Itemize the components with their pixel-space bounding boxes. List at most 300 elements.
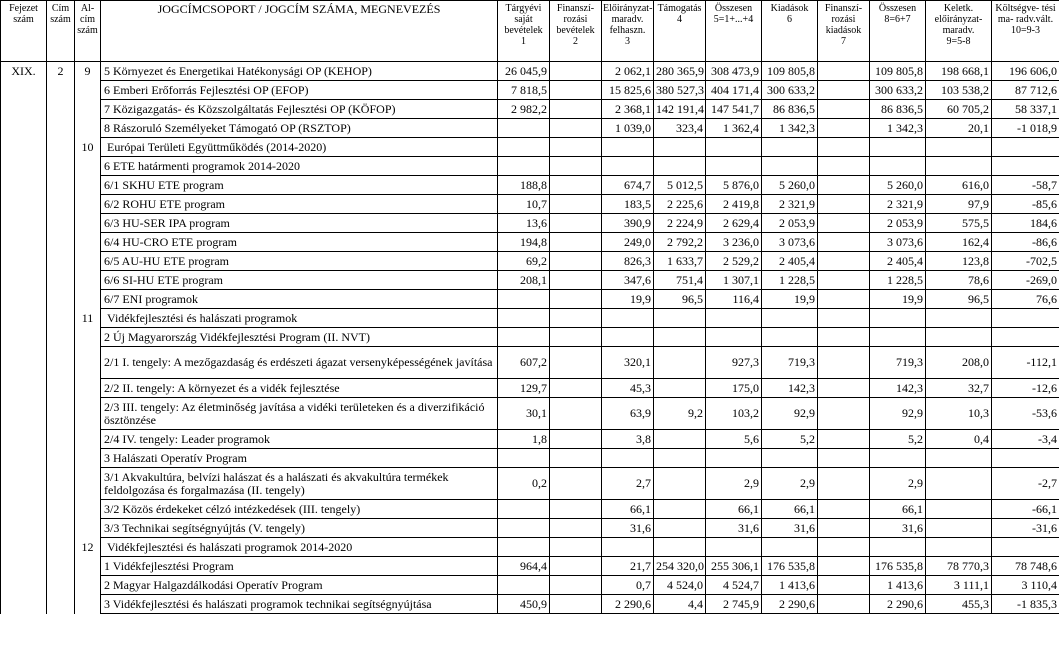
cell-value-8: 3 073,6 — [870, 233, 926, 252]
cell-value-7 — [818, 100, 870, 119]
cell-fejezet — [1, 119, 47, 138]
cell-value-8: 1 413,6 — [870, 576, 926, 595]
cell-value-2 — [550, 233, 602, 252]
table-body — [1, 62, 1059, 614]
table-row — [1, 595, 1059, 614]
cell-value-6 — [762, 157, 818, 176]
table-row — [1, 500, 1059, 519]
header-col-6 — [762, 1, 818, 62]
cell-value-3: 249,0 — [602, 233, 654, 252]
cell-value-7 — [818, 81, 870, 100]
cell-value-8 — [870, 309, 926, 328]
cell-value-5: 2 745,9 — [706, 595, 762, 614]
cell-description: 7 Közigazgatás- és Közszolgáltatás Fejlesztési OP (KÖFOP) — [101, 100, 498, 119]
cell-value-7 — [818, 576, 870, 595]
cell-description: Európai Területi Együttműködés (2014-2020) — [101, 138, 498, 157]
cell-value-1 — [498, 519, 550, 538]
cell-value-5 — [706, 138, 762, 157]
table-row — [1, 81, 1059, 100]
cell-value-3 — [602, 538, 654, 557]
cell-value-2 — [550, 176, 602, 195]
cell-cim — [47, 81, 75, 100]
cell-alcim — [75, 430, 101, 449]
cell-value-4: 280 365,9 — [654, 62, 706, 81]
header-alcim: Al- cím szám — [75, 1, 101, 62]
cell-value-5 — [706, 309, 762, 328]
cell-value-2 — [550, 81, 602, 100]
cell-fejezet: XIX. — [1, 62, 47, 81]
cell-value-7 — [818, 430, 870, 449]
cell-value-2 — [550, 252, 602, 271]
cell-description: 3/2 Közös érdekeket célzó intézkedések (III. tengely) — [101, 500, 498, 519]
cell-value-1 — [498, 538, 550, 557]
cell-cim: 2 — [47, 62, 75, 81]
cell-value-6 — [762, 538, 818, 557]
cell-value-1: 964,4 — [498, 557, 550, 576]
cell-value-7 — [818, 398, 870, 430]
cell-value-8: 1 228,5 — [870, 271, 926, 290]
cell-cim — [47, 500, 75, 519]
header-fejezet: Fejezet szám — [1, 1, 47, 62]
cell-value-5: 5,6 — [706, 430, 762, 449]
cell-value-8: 142,3 — [870, 379, 926, 398]
cell-value-1: 7 818,5 — [498, 81, 550, 100]
cell-value-3: 183,5 — [602, 195, 654, 214]
cell-description: 2 Magyar Halgazdálkodási Operatív Program — [101, 576, 498, 595]
cell-value-5: 31,6 — [706, 519, 762, 538]
cell-value-10: -112,1 — [992, 347, 1059, 379]
header-col-10 — [992, 1, 1059, 62]
table-row — [1, 157, 1059, 176]
cell-value-6: 300 633,2 — [762, 81, 818, 100]
cell-value-10: -58,7 — [992, 176, 1059, 195]
cell-value-10: -12,6 — [992, 379, 1059, 398]
cell-cim — [47, 290, 75, 309]
cell-value-4: 142 191,4 — [654, 100, 706, 119]
cell-value-6: 1 228,5 — [762, 271, 818, 290]
cell-value-5: 66,1 — [706, 500, 762, 519]
cell-value-5 — [706, 449, 762, 468]
cell-value-9: 3 111,1 — [926, 576, 992, 595]
cell-value-10: -85,6 — [992, 195, 1059, 214]
cell-alcim: 10 — [75, 138, 101, 157]
cell-fejezet — [1, 576, 47, 595]
cell-value-3 — [602, 309, 654, 328]
cell-value-7 — [818, 347, 870, 379]
cell-value-2 — [550, 195, 602, 214]
cell-description: 1 Vidékfejlesztési Program — [101, 557, 498, 576]
cell-value-10: 76,6 — [992, 290, 1059, 309]
header-col-2 — [550, 1, 602, 62]
cell-value-6 — [762, 449, 818, 468]
cell-cim — [47, 468, 75, 500]
cell-value-10 — [992, 328, 1059, 347]
cell-value-5 — [706, 157, 762, 176]
cell-value-2 — [550, 576, 602, 595]
cell-value-6: 2 290,6 — [762, 595, 818, 614]
cell-value-7 — [818, 309, 870, 328]
header-col-number: 1 — [521, 36, 526, 47]
cell-value-3: 826,3 — [602, 252, 654, 271]
cell-value-9 — [926, 309, 992, 328]
cell-value-9: 162,4 — [926, 233, 992, 252]
cell-cim — [47, 309, 75, 328]
cell-value-9: 97,9 — [926, 195, 992, 214]
cell-value-1: 10,7 — [498, 195, 550, 214]
table-row — [1, 62, 1059, 81]
cell-alcim — [75, 449, 101, 468]
cell-value-9 — [926, 468, 992, 500]
cell-fejezet — [1, 233, 47, 252]
cell-description: Vidékfejlesztési és halászati programok — [101, 309, 498, 328]
cell-value-5: 2 629,4 — [706, 214, 762, 233]
cell-value-2 — [550, 119, 602, 138]
cell-value-6: 1 413,6 — [762, 576, 818, 595]
cell-value-9: 60 705,2 — [926, 100, 992, 119]
cell-value-5: 1 307,1 — [706, 271, 762, 290]
cell-value-1 — [498, 157, 550, 176]
cell-cim — [47, 214, 75, 233]
header-col-label: Tárgyévi saját bevételek — [504, 3, 543, 36]
cell-description: 3/1 Akvakultúra, belvízi halászat és a halászati és akvakultúra termékek feldolgozása és forgalmazása (II. tengely) — [101, 468, 498, 500]
cell-description: 6/1 SKHU ETE program — [101, 176, 498, 195]
cell-value-7 — [818, 214, 870, 233]
cell-alcim — [75, 557, 101, 576]
cell-value-5 — [706, 538, 762, 557]
cell-value-8: 300 633,2 — [870, 81, 926, 100]
header-col-number: 5=1+...+4 — [713, 14, 754, 25]
cell-value-6: 92,9 — [762, 398, 818, 430]
cell-value-5: 3 236,0 — [706, 233, 762, 252]
cell-cim — [47, 138, 75, 157]
cell-value-4: 4,4 — [654, 595, 706, 614]
cell-value-9: 123,8 — [926, 252, 992, 271]
cell-value-2 — [550, 519, 602, 538]
cell-description: 6 ETE határmenti programok 2014-2020 — [101, 157, 498, 176]
cell-value-5: 175,0 — [706, 379, 762, 398]
cell-fejezet — [1, 195, 47, 214]
table-row — [1, 430, 1059, 449]
cell-alcim — [75, 468, 101, 500]
cell-value-7 — [818, 290, 870, 309]
cell-value-9: 198 668,1 — [926, 62, 992, 81]
cell-value-9 — [926, 328, 992, 347]
cell-value-3: 1 039,0 — [602, 119, 654, 138]
cell-value-2 — [550, 379, 602, 398]
cell-value-6: 31,6 — [762, 519, 818, 538]
cell-value-5: 2,9 — [706, 468, 762, 500]
cell-alcim — [75, 595, 101, 614]
header-cim: Cím szám — [47, 1, 75, 62]
cell-value-10 — [992, 449, 1059, 468]
cell-value-9: 575,5 — [926, 214, 992, 233]
cell-value-6: 2 405,4 — [762, 252, 818, 271]
cell-value-1: 26 045,9 — [498, 62, 550, 81]
header-col-5 — [706, 1, 762, 62]
cell-value-3: 2 290,6 — [602, 595, 654, 614]
header-col-9 — [926, 1, 992, 62]
header-col-number: 10=9-3 — [1011, 25, 1040, 36]
cell-cim — [47, 271, 75, 290]
cell-value-5: 308 473,9 — [706, 62, 762, 81]
table-row — [1, 214, 1059, 233]
header-col-label: Költségve- tési ma- radv.vált. — [995, 3, 1056, 25]
table-row — [1, 271, 1059, 290]
cell-value-10: 184,6 — [992, 214, 1059, 233]
table-row — [1, 176, 1059, 195]
cell-alcim — [75, 176, 101, 195]
cell-value-7 — [818, 157, 870, 176]
cell-value-1: 208,1 — [498, 271, 550, 290]
cell-value-2 — [550, 538, 602, 557]
cell-value-5: 103,2 — [706, 398, 762, 430]
cell-value-1 — [498, 328, 550, 347]
cell-alcim — [75, 328, 101, 347]
table-row — [1, 379, 1059, 398]
cell-value-3: 31,6 — [602, 519, 654, 538]
cell-value-5: 1 362,4 — [706, 119, 762, 138]
cell-value-3: 347,6 — [602, 271, 654, 290]
cell-description: 5 Környezet és Energetikai Hatékonysági OP (KEHOP) — [101, 62, 498, 81]
cell-alcim: 11 — [75, 309, 101, 328]
cell-value-6 — [762, 309, 818, 328]
cell-value-7 — [818, 449, 870, 468]
cell-value-3 — [602, 157, 654, 176]
cell-value-2 — [550, 100, 602, 119]
header-col-8 — [870, 1, 926, 62]
table-header — [1, 1, 1059, 62]
cell-fejezet — [1, 347, 47, 379]
cell-fejezet — [1, 271, 47, 290]
cell-alcim — [75, 290, 101, 309]
cell-value-4: 323,4 — [654, 119, 706, 138]
cell-cim — [47, 195, 75, 214]
cell-value-3: 674,7 — [602, 176, 654, 195]
cell-value-6: 176 535,8 — [762, 557, 818, 576]
cell-alcim — [75, 119, 101, 138]
cell-value-2 — [550, 500, 602, 519]
cell-alcim: 9 — [75, 62, 101, 81]
cell-description: Vidékfejlesztési és halászati programok 2014-2020 — [101, 538, 498, 557]
cell-value-8: 5 260,0 — [870, 176, 926, 195]
table-row — [1, 328, 1059, 347]
cell-value-6: 719,3 — [762, 347, 818, 379]
cell-value-3 — [602, 328, 654, 347]
cell-cim — [47, 538, 75, 557]
cell-cim — [47, 328, 75, 347]
cell-cim — [47, 519, 75, 538]
cell-description: 2/1 I. tengely: A mezőgazdaság és erdészeti ágazat versenyképességének javítása — [101, 347, 498, 379]
table-row — [1, 100, 1059, 119]
cell-fejezet — [1, 176, 47, 195]
cell-cim — [47, 233, 75, 252]
cell-value-4 — [654, 430, 706, 449]
cell-value-7 — [818, 379, 870, 398]
cell-value-4: 5 012,5 — [654, 176, 706, 195]
cell-value-5 — [706, 328, 762, 347]
table-row — [1, 195, 1059, 214]
table-row — [1, 398, 1059, 430]
cell-fejezet — [1, 468, 47, 500]
header-col-number: 4 — [677, 14, 682, 25]
cell-value-5: 2 419,8 — [706, 195, 762, 214]
cell-value-10 — [992, 157, 1059, 176]
cell-alcim — [75, 157, 101, 176]
cell-value-9: 78 770,3 — [926, 557, 992, 576]
table-row — [1, 449, 1059, 468]
cell-value-10: -3,4 — [992, 430, 1059, 449]
cell-fejezet — [1, 100, 47, 119]
cell-value-7 — [818, 62, 870, 81]
cell-cim — [47, 557, 75, 576]
cell-value-9: 32,7 — [926, 379, 992, 398]
cell-value-6: 19,9 — [762, 290, 818, 309]
cell-fejezet — [1, 309, 47, 328]
cell-fejezet — [1, 252, 47, 271]
cell-value-7 — [818, 557, 870, 576]
cell-value-3: 3,8 — [602, 430, 654, 449]
cell-value-7 — [818, 538, 870, 557]
cell-value-6: 5,2 — [762, 430, 818, 449]
cell-value-2 — [550, 62, 602, 81]
cell-value-8: 2,9 — [870, 468, 926, 500]
cell-value-2 — [550, 157, 602, 176]
cell-alcim — [75, 347, 101, 379]
cell-value-10: 78 748,6 — [992, 557, 1059, 576]
header-col-label: Támogatás — [657, 3, 702, 14]
cell-description: 2/2 II. tengely: A környezet és a vidék fejlesztése — [101, 379, 498, 398]
cell-value-4: 254 320,0 — [654, 557, 706, 576]
header-col-label: Összesen — [714, 3, 753, 14]
cell-value-1: 607,2 — [498, 347, 550, 379]
cell-cim — [47, 157, 75, 176]
cell-value-8: 2 405,4 — [870, 252, 926, 271]
cell-cim — [47, 379, 75, 398]
cell-value-5: 147 541,7 — [706, 100, 762, 119]
header-col-label: Finanszí- rozási kiadások — [824, 3, 863, 36]
cell-value-2 — [550, 328, 602, 347]
cell-value-3: 45,3 — [602, 379, 654, 398]
cell-value-8: 31,6 — [870, 519, 926, 538]
cell-value-10: -1 835,3 — [992, 595, 1059, 614]
cell-alcim — [75, 271, 101, 290]
cell-value-9: 96,5 — [926, 290, 992, 309]
cell-value-9: 208,0 — [926, 347, 992, 379]
cell-value-8: 2 053,9 — [870, 214, 926, 233]
cell-cim — [47, 430, 75, 449]
cell-value-3: 19,9 — [602, 290, 654, 309]
cell-value-10: -1 018,9 — [992, 119, 1059, 138]
cell-alcim — [75, 519, 101, 538]
cell-alcim — [75, 398, 101, 430]
cell-value-9 — [926, 519, 992, 538]
cell-value-5: 116,4 — [706, 290, 762, 309]
cell-alcim — [75, 500, 101, 519]
cell-value-2 — [550, 398, 602, 430]
cell-alcim — [75, 379, 101, 398]
table-row — [1, 538, 1059, 557]
cell-fejezet — [1, 519, 47, 538]
cell-value-6: 2 053,9 — [762, 214, 818, 233]
cell-cim — [47, 252, 75, 271]
cell-description: 8 Rászoruló Személyeket Támogató OP (RSZTOP) — [101, 119, 498, 138]
table-row — [1, 576, 1059, 595]
cell-value-9 — [926, 538, 992, 557]
cell-alcim — [75, 233, 101, 252]
cell-value-1 — [498, 500, 550, 519]
cell-description: 6/5 AU-HU ETE program — [101, 252, 498, 271]
cell-value-5: 255 306,1 — [706, 557, 762, 576]
cell-value-3: 63,9 — [602, 398, 654, 430]
cell-value-2 — [550, 347, 602, 379]
header-col-number: 3 — [625, 36, 630, 47]
header-col-label: Finanszí- rozási bevételek — [556, 3, 595, 36]
cell-value-8: 86 836,5 — [870, 100, 926, 119]
cell-description: 6/4 HU-CRO ETE program — [101, 233, 498, 252]
cell-value-2 — [550, 595, 602, 614]
cell-fejezet — [1, 557, 47, 576]
cell-value-2 — [550, 309, 602, 328]
cell-fejezet — [1, 328, 47, 347]
table-row — [1, 138, 1059, 157]
table-row — [1, 309, 1059, 328]
cell-fejezet — [1, 449, 47, 468]
cell-value-8: 2 321,9 — [870, 195, 926, 214]
cell-value-6: 66,1 — [762, 500, 818, 519]
cell-value-8 — [870, 157, 926, 176]
cell-value-6 — [762, 138, 818, 157]
header-col-label: Előirányzat- maradv. felhaszn. — [603, 3, 653, 36]
cell-value-4 — [654, 449, 706, 468]
cell-value-9 — [926, 157, 992, 176]
header-col-number: 2 — [573, 36, 578, 47]
cell-cim — [47, 398, 75, 430]
cell-value-7 — [818, 519, 870, 538]
cell-fejezet — [1, 138, 47, 157]
cell-cim — [47, 595, 75, 614]
cell-value-8: 19,9 — [870, 290, 926, 309]
cell-value-8: 2 290,6 — [870, 595, 926, 614]
cell-value-2 — [550, 290, 602, 309]
cell-value-8: 66,1 — [870, 500, 926, 519]
cell-value-10: 3 110,4 — [992, 576, 1059, 595]
header-col-7 — [818, 1, 870, 62]
cell-value-4: 380 527,3 — [654, 81, 706, 100]
table-row — [1, 557, 1059, 576]
cell-value-7 — [818, 119, 870, 138]
cell-value-7 — [818, 176, 870, 195]
cell-cim — [47, 176, 75, 195]
cell-value-7 — [818, 252, 870, 271]
cell-value-1: 188,8 — [498, 176, 550, 195]
cell-value-8: 1 342,3 — [870, 119, 926, 138]
cell-value-4 — [654, 309, 706, 328]
cell-value-1 — [498, 576, 550, 595]
header-description: JOGCÍMCSOPORT / JOGCÍM SZÁMA, MEGNEVEZÉS — [101, 1, 498, 62]
header-col-label: Kiadások — [770, 3, 809, 14]
cell-value-1 — [498, 290, 550, 309]
cell-value-1: 2 982,2 — [498, 100, 550, 119]
cell-description: 3 Halászati Operatív Program — [101, 449, 498, 468]
cell-value-7 — [818, 328, 870, 347]
table-row — [1, 468, 1059, 500]
cell-value-7 — [818, 271, 870, 290]
cell-fejezet — [1, 214, 47, 233]
cell-value-3: 320,1 — [602, 347, 654, 379]
cell-value-1 — [498, 138, 550, 157]
cell-value-6: 2 321,9 — [762, 195, 818, 214]
header-col-label: Keletk. előirányzat- maradv. — [934, 3, 983, 36]
